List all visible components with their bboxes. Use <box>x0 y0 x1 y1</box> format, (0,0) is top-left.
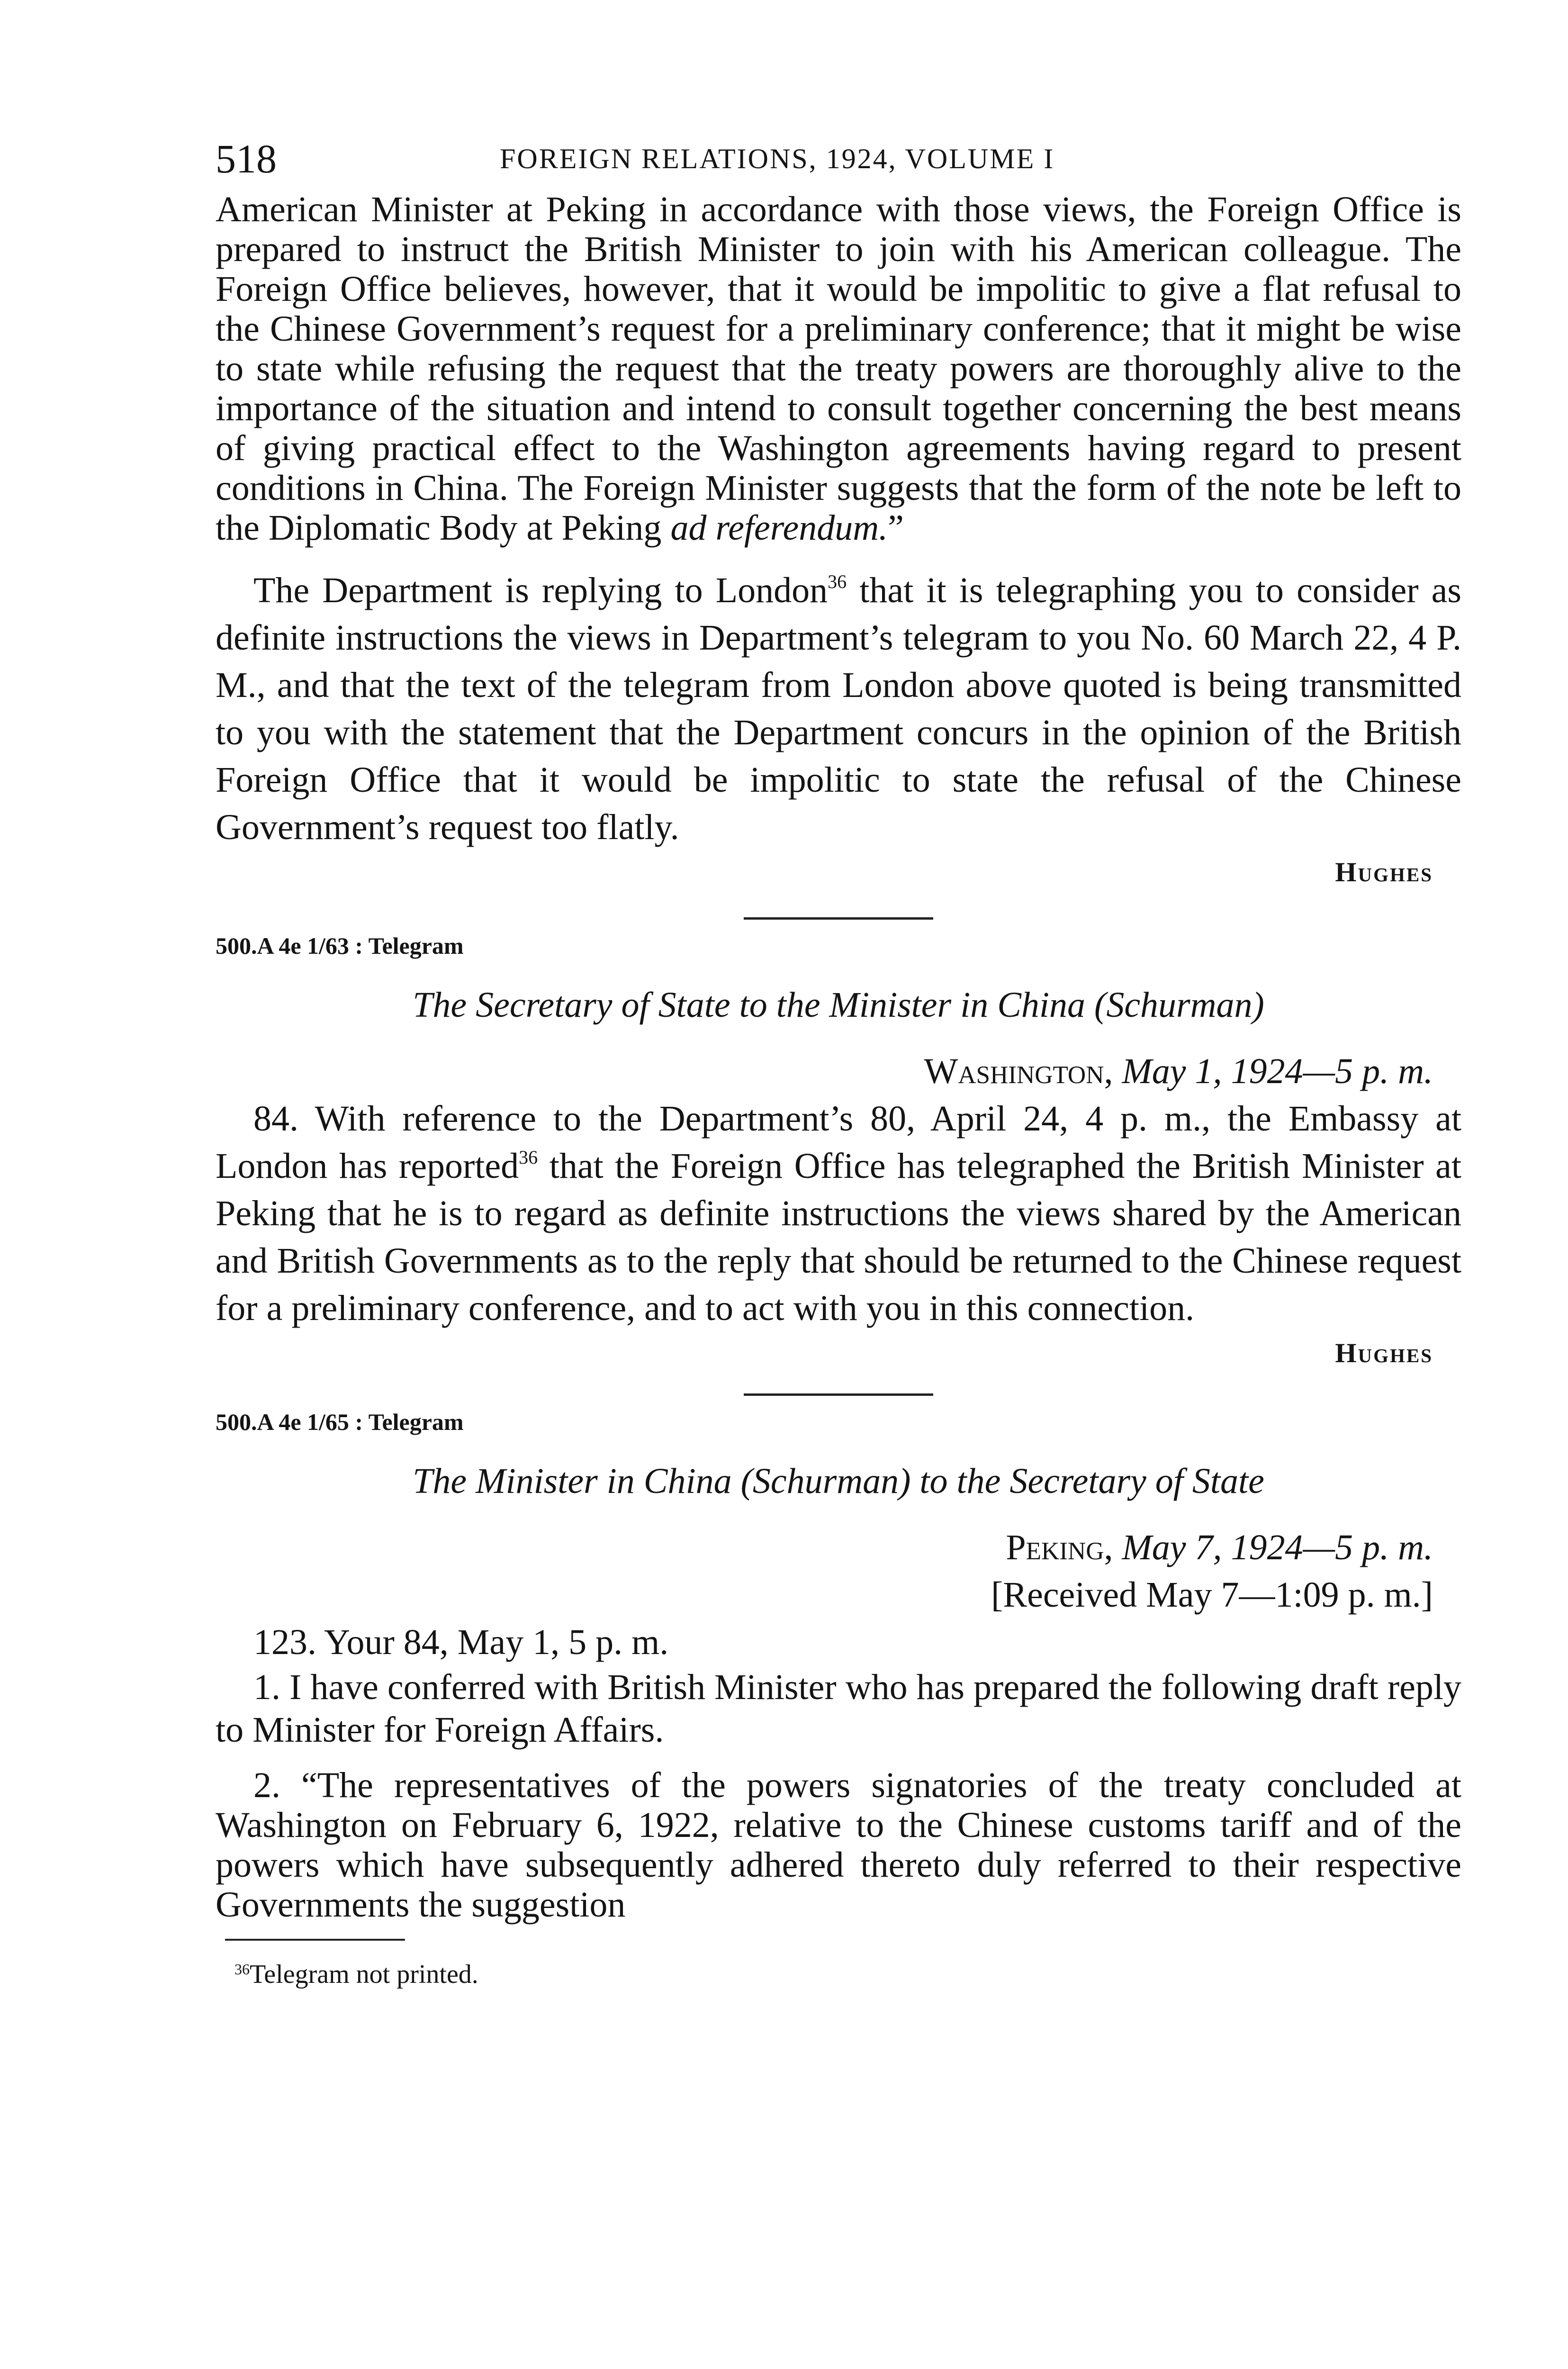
page-number: 518 <box>216 136 277 181</box>
department-reply-paragraph <box>216 567 1461 851</box>
filing-reference: 500.A 4e 1/65 : Telegram <box>216 1409 464 1435</box>
dateline-date: May 7, 1924—5 p. m. <box>1122 1528 1433 1567</box>
dateline-date: May 1, 1924—5 p. m. <box>1122 1051 1433 1091</box>
filing-reference: 500.A 4e 1/63 : Telegram <box>216 932 464 959</box>
footnote-reference: 36 <box>519 1147 538 1168</box>
telegram-123-paragraph-2: 2. “The representatives of the powers signatories of the treaty concluded at Washington on February 6, 1922, relative to the Chinese customs tariff and of the powers which have subsequently adhered thereto duly referred to their respective Governments the suggestion <box>216 1765 1461 1925</box>
footnote-reference: 36 <box>828 571 847 592</box>
quote-close: ” <box>888 508 904 548</box>
quoted-telegram-continuation <box>216 190 1461 548</box>
received-line: [Received May 7—1:09 p. m.] <box>991 1575 1433 1615</box>
dateline <box>216 1048 1461 1095</box>
paragraph-text: 84. With reference to the Department’s 80, April 24, 4 p. m., the Embassy at London has reported <box>216 1099 1461 1186</box>
quote-text: American Minister at Peking in accordance with those views, the Foreign Office is prepared to instruct the British Minister to join with his American colleague. The Foreign Office believes, however, that it would be impolitic to give a flat refusal to the Chinese Government’s request for a preliminary conference; that it might be wise to state while refusing the request that the treaty powers are thoroughly alive to the importance of the situation and intend to consult together concerning the best means of giving practical effect to the Washington agreements having regard to present conditions in China. The Foreign Minister suggests that the form of the note be left to the Diplomatic Body at Peking <box>216 190 1461 548</box>
telegram-84-paragraph <box>216 1095 1461 1332</box>
footnote-divider <box>225 1939 405 1941</box>
footnote-text: Telegram not printed. <box>250 1960 478 1989</box>
section-divider <box>744 917 933 920</box>
quote-italic: ad referendum. <box>670 508 888 548</box>
document-heading: The Secretary of State to the Minister in China (Schurman) <box>413 985 1264 1025</box>
running-head <box>216 133 1461 185</box>
paragraph-text-cont: that the Foreign Office has telegraphed the British Minister at Peking that he is to regard as definite instructions the views shared by the American and British Governments as to the reply that should be returned to the Chinese request for a preliminary conference, and to act with you in this connection. <box>216 1146 1461 1328</box>
telegram-123-line: 123. Your 84, May 1, 5 p. m. <box>253 1622 669 1662</box>
section-divider <box>744 1393 933 1396</box>
footnote-number: 36 <box>234 1961 250 1978</box>
signature-hughes-2: Hughes <box>1335 1338 1433 1368</box>
dateline <box>216 1524 1461 1571</box>
signature-hughes-1: Hughes <box>1335 857 1433 887</box>
dateline-place: Washington, <box>924 1051 1113 1091</box>
document-heading: The Minister in China (Schurman) to the Secretary of State <box>413 1461 1264 1501</box>
paragraph-text: The Department is replying to London <box>253 570 828 610</box>
footnote <box>216 1950 1461 1993</box>
dateline-place: Peking, <box>1006 1528 1113 1567</box>
running-head-title: FOREIGN RELATIONS, 1924, VOLUME I <box>500 143 1055 174</box>
telegram-123-paragraph-1: 1. I have conferred with British Minister who has prepared the following draft reply to Minister for Foreign Affairs. <box>216 1667 1461 1750</box>
document-page <box>216 133 1461 1993</box>
paragraph-text-cont: that it is telegraphing you to consider as definite instructions the views in Department’s telegram to you No. 60 March 22, 4 P. M., and that the text of the telegram from London above quoted is being transmitted to you with the statement that the Department concurs in the opinion of the British Foreign Office that it would be impolitic to state the refusal of the Chinese Government’s request too flatly. <box>216 570 1461 847</box>
